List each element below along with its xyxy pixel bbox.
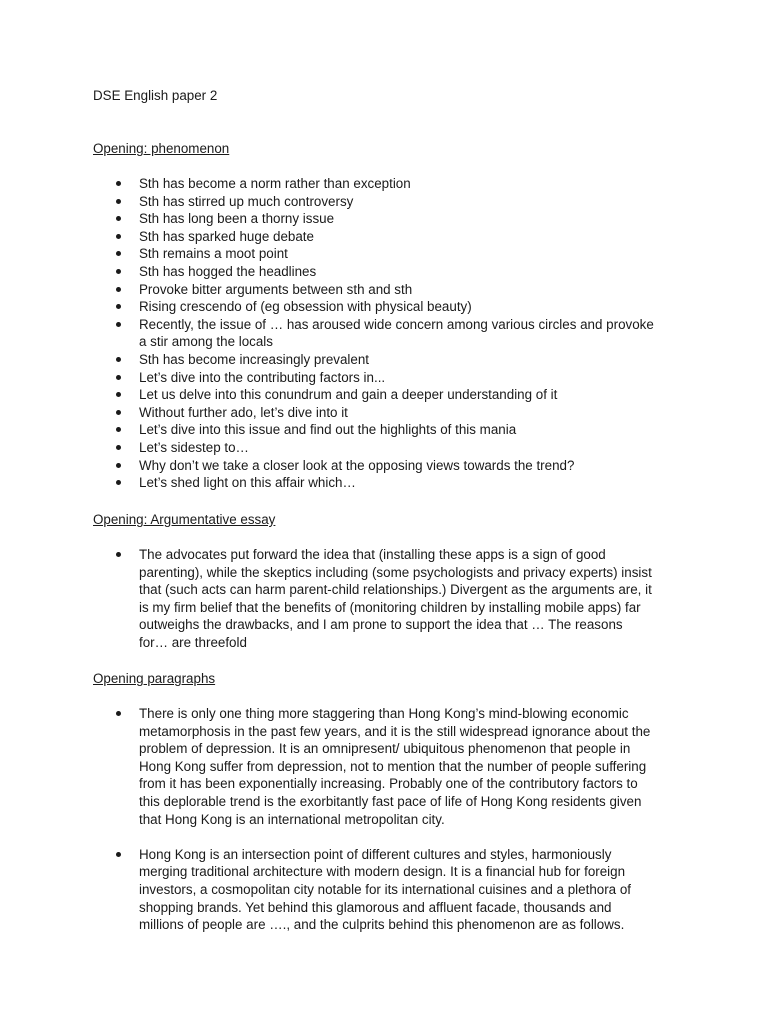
list-item: Without further ado, let’s dive into it [114, 404, 654, 422]
paragraphs-list [114, 705, 654, 934]
section-heading-argumentative: Opening: Argumentative essay [93, 512, 276, 527]
list-item: Sth has sparked huge debate [114, 228, 654, 246]
list-item: Let’s dive into the contributing factors in... [114, 369, 654, 387]
section-heading-paragraphs: Opening paragraphs [93, 671, 216, 686]
list-item: Rising crescendo of (eg obsession with physical beauty) [114, 298, 654, 316]
list-item: Sth has hogged the headlines [114, 263, 654, 281]
list-item: Hong Kong is an intersection point of different cultures and styles, harmoniously merging traditional architecture with modern design. It is a financial hub for foreign investors, a cosmopolitan city notable for its international cuisines and a plethora of shopping brands. Yet behind this glamorous and affluent facade, thousands and millions of people are …., and the culprits behind this phenomenon are as follows. [114, 846, 654, 934]
phenomenon-list [114, 175, 654, 492]
list-item: Let’s sidestep to… [114, 439, 654, 457]
list-item: Let’s shed light on this affair which… [114, 474, 654, 492]
list-item: Let’s dive into this issue and find out the highlights of this mania [114, 421, 654, 439]
list-item: The advocates put forward the idea that (installing these apps is a sign of good parenting), while the skeptics including (some psychologists and privacy experts) insist that (such acts can harm parent-child relationships.) Divergent as the arguments are, it is my firm belief that the benefits of (monitoring children by installing mobile apps) far outweighs the drawbacks, and I am prone to support the idea that … The reasons for… are threefold [114, 546, 654, 652]
list-item: Provoke bitter arguments between sth and sth [114, 281, 654, 299]
list-item: Sth has long been a thorny issue [114, 210, 654, 228]
list-item: Recently, the issue of … has aroused wide concern among various circles and provoke a stir among the locals [114, 316, 654, 351]
list-item: Sth has stirred up much controversy [114, 193, 654, 211]
argumentative-list [114, 546, 654, 652]
list-item: There is only one thing more staggering than Hong Kong’s mind-blowing economic metamorphosis in the past few years, and it is the still widespread ignorance about the problem of depression. It is an omnipresent/ ubiquitous phenomenon that people in Hong Kong suffer from depression, not to mention that the number of people suffering from it has been exponentially increasing. Probably one of the contributory factors to this deplorable trend is the exorbitantly fast pace of life of Hong Kong residents given that Hong Kong is an international metropolitan city. [114, 705, 654, 828]
document-title: DSE English paper 2 [93, 88, 218, 103]
section-heading-phenomenon: Opening: phenomenon [93, 141, 230, 156]
list-item: Why don’t we take a closer look at the opposing views towards the trend? [114, 457, 654, 475]
list-item: Sth has become increasingly prevalent [114, 351, 654, 369]
list-item: Sth remains a moot point [114, 245, 654, 263]
list-item: Sth has become a norm rather than exception [114, 175, 654, 193]
list-item: Let us delve into this conundrum and gain a deeper understanding of it [114, 386, 654, 404]
